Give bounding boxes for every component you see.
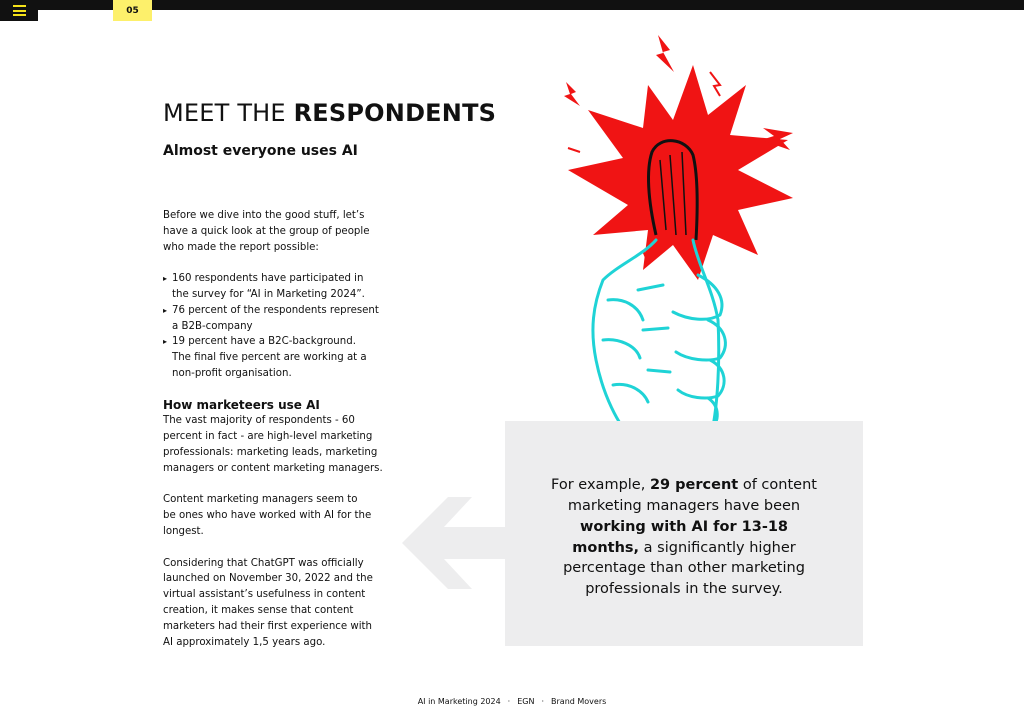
body-column <box>163 208 388 650</box>
callout-span: For example, <box>551 477 650 494</box>
text-line: creation, it makes sense that content <box>163 604 354 616</box>
cyan-fist-drawing <box>593 240 725 446</box>
text-line: percent in fact - are high-level marketing <box>163 431 373 443</box>
text-line: launched on November 30, 2022 and the <box>163 573 373 585</box>
section-heading: How marketeers use AI <box>163 397 320 412</box>
menu-button[interactable] <box>0 0 38 21</box>
page-number-badge: 05 <box>113 0 152 21</box>
callout-box <box>505 421 863 646</box>
text-line: virtual assistant’s usefulness in content <box>163 589 366 601</box>
intro-line: have a quick look at the group of people <box>163 225 370 237</box>
text-line: marketers had their first experience with <box>163 620 372 632</box>
left-arrow-icon <box>402 497 512 589</box>
bullet-item <box>163 303 388 335</box>
intro-line: who made the report possible: <box>163 241 319 253</box>
top-bar <box>0 0 1024 10</box>
thumbs-up-burst-illustration <box>548 30 808 450</box>
callout-span: a significantly higher percentage than other marketing professionals in the survey. <box>563 539 805 598</box>
page-footer <box>0 697 1024 706</box>
page-subtitle: Almost everyone uses AI <box>163 143 358 159</box>
intro-line: Before we dive into the good stuff, let’s <box>163 210 365 221</box>
bullet-line: 76 percent of the respondents represent <box>172 304 379 316</box>
footer-report-name: AI in Marketing 2024 <box>417 697 501 706</box>
text-line: longest. <box>163 525 204 537</box>
page-title <box>163 99 496 127</box>
bullet-item <box>163 334 388 381</box>
bullet-line: 19 percent have a B2C-background. <box>172 336 356 348</box>
text-line: professionals: marketing leads, marketing <box>163 446 378 458</box>
intro-paragraph <box>163 208 388 255</box>
text-line: managers or content marketing managers. <box>163 462 383 474</box>
spark-icon <box>568 148 580 152</box>
section-paragraph-2 <box>163 492 388 539</box>
bullet-item <box>163 271 388 303</box>
text-line: The vast majority of respondents - 60 <box>163 415 355 427</box>
section-paragraph-3 <box>163 556 388 651</box>
callout-highlight: working with AI for 13-18 months, <box>572 518 789 556</box>
footer-egn: EGN <box>517 697 535 706</box>
callout-span: of content marketing managers have been <box>567 477 817 514</box>
text-line: be ones who have worked with AI for the <box>163 510 372 522</box>
bullet-line: 160 respondents have participated in <box>172 273 364 285</box>
bullet-line: the survey for “AI in Marketing 2024”. <box>172 288 365 300</box>
text-line: Considering that ChatGPT was officially <box>163 557 364 569</box>
text-line: AI approximately 1,5 years ago. <box>163 636 326 648</box>
spark-icon <box>564 82 580 106</box>
respondent-bullet-list <box>163 271 388 382</box>
spark-icon <box>656 35 674 72</box>
bullet-line: non-profit organisation. <box>172 367 292 379</box>
red-burst-shape <box>568 65 793 280</box>
text-line: Content marketing managers seem to <box>163 494 358 506</box>
footer-separator: · <box>507 697 511 706</box>
hamburger-icon <box>13 5 26 16</box>
footer-separator: · <box>541 697 545 706</box>
bullet-line: a B2B-company <box>172 320 253 332</box>
spark-icon <box>710 72 720 96</box>
callout-text <box>549 475 819 600</box>
callout-highlight: 29 percent <box>649 477 739 494</box>
section-paragraph-1 <box>163 413 388 476</box>
title-bold: RESPONDENTS <box>293 99 497 127</box>
footer-brand-movers: Brand Movers <box>551 697 607 706</box>
title-light: MEET THE <box>163 99 294 127</box>
bullet-line: The final five percent are working at a <box>172 352 367 364</box>
